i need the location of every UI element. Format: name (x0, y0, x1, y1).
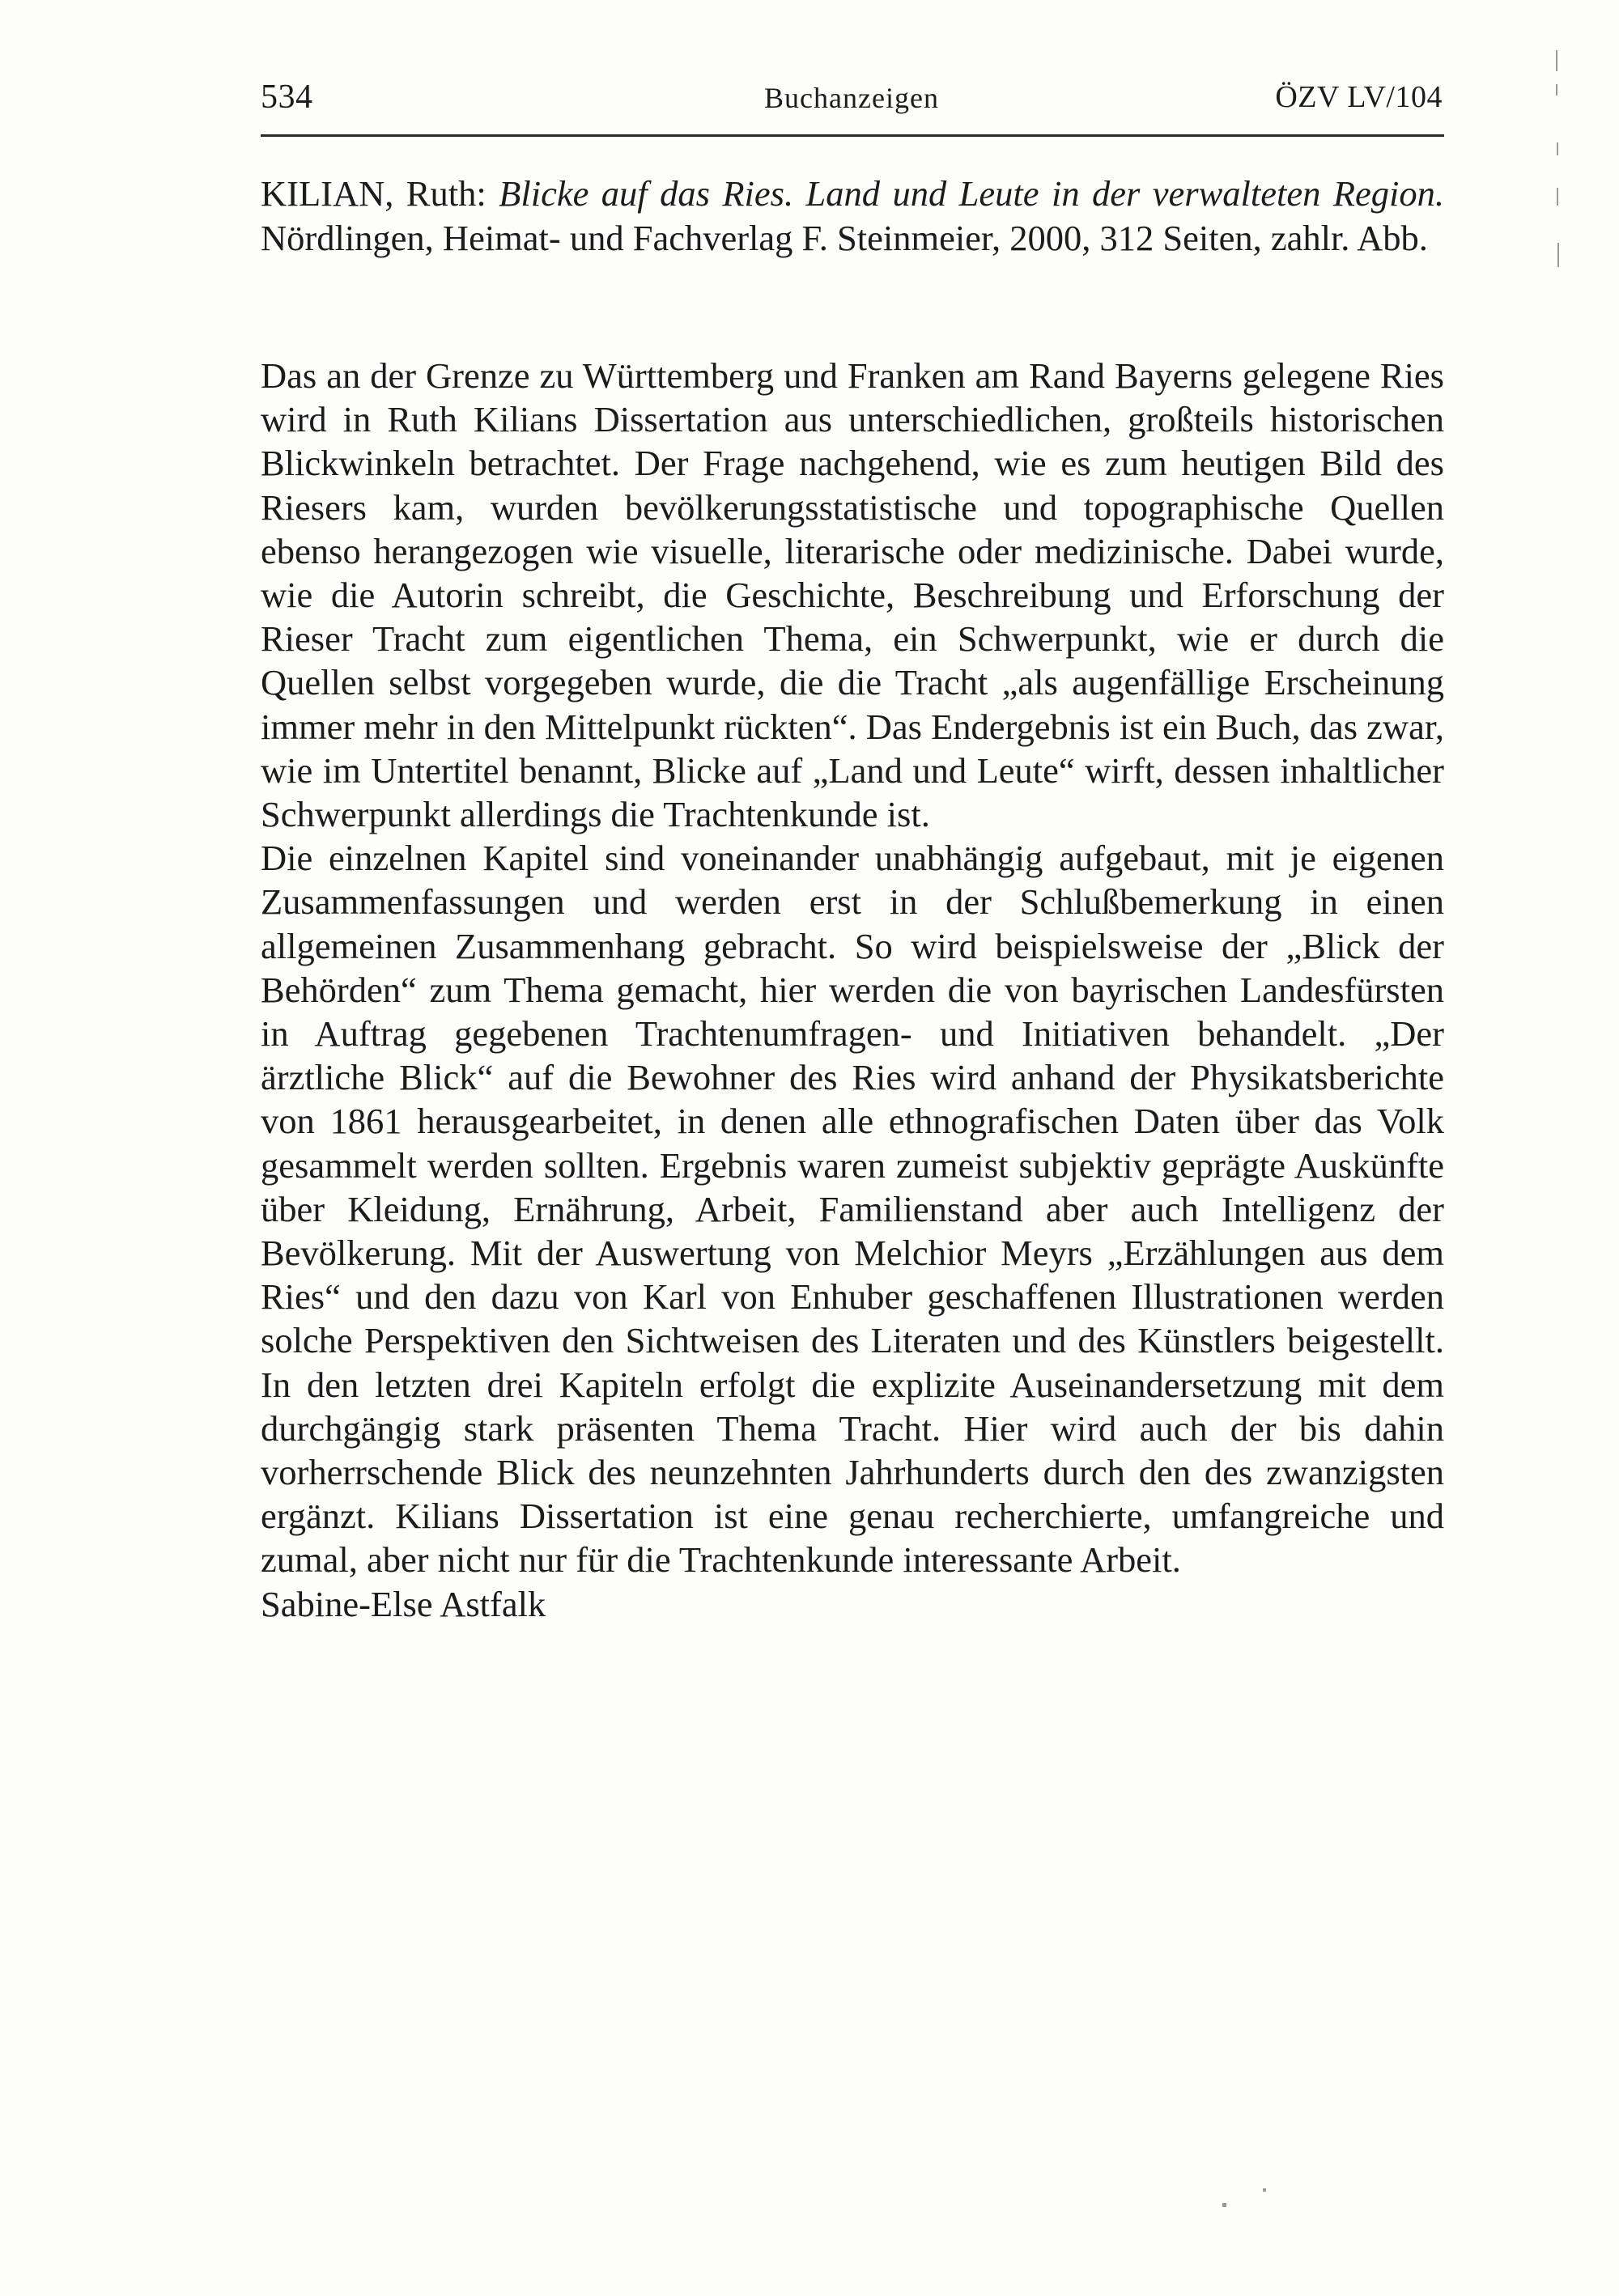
scan-mark (1222, 2203, 1226, 2207)
page-number: 534 (261, 79, 313, 116)
book-citation (261, 172, 1444, 261)
review-body (261, 354, 1444, 1626)
citation-author: KILIAN, Ruth: (261, 173, 499, 214)
running-head (261, 78, 1443, 126)
citation-publication: Nördlingen, Heimat- und Fachverlag F. Steinmeier, 2000, 312 Seiten, zahlr. Abb. (261, 218, 1428, 258)
scan-mark (1557, 243, 1559, 267)
section-title: Buchanzeigen (764, 82, 939, 114)
scan-mark (1263, 2188, 1266, 2192)
scan-mark (1556, 50, 1557, 71)
reviewer-signature: Sabine-Else Astfalk (261, 1583, 546, 1624)
review-paragraph: Die einzelnen Kapitel sind voneinander unabhängig aufgebaut, mit je eigenen Zusammenfassungen und werden erst in der Schlußbemerkung in einen allgemeinen Zusammenhang gebracht. So wird beispielsweise der „Blick der Behörden“ zum Thema gemacht, hier werden die von bayrischen Landesfürsten in Auftrag gegebenen Trachtenumfragen- und Initiativen behandelt. „Der ärztliche Blick“ auf die Bewohner des Ries wird anhand der Physikatsberichte von 1861 herausgearbeitet, in denen alle ethnografischen Daten über das Volk gesammelt werden sollten. Ergebnis waren zumeist subjektiv geprägte Auskünfte über Kleidung, Ernährung, Arbeit, Familienstand aber auch Intelligenz der Bevölkerung. Mit der Auswertung von Melchior Meyrs „Erzählungen aus dem Ries“ und den dazu von Karl von Enhuber geschaffenen Illustrationen werden solche Perspektiven den Sichtweisen des Literaten und des Künstlers beigestellt. In den letzten drei Kapiteln erfolgt die explizite Auseinandersetzung mit dem durchgängig stark präsenten Thema Tracht. Hier wird auch der bis dahin vorherrschende Blick des neunzehnten Jahrhunderts durch den des zwanzigsten ergänzt. Kilians Dissertation ist eine genau recherchierte, umfangreiche und zumal, aber nicht nur für die Trachtenkunde interessante Arbeit. (261, 838, 1444, 1581)
journal-reference: ÖZV LV/104 (1275, 80, 1443, 114)
scan-mark (1556, 84, 1557, 95)
citation-title: Blicke auf das Ries. Land und Leute in der verwalteten Region. (499, 173, 1444, 214)
scan-mark (1557, 142, 1558, 155)
scan-mark (1557, 188, 1558, 206)
review-paragraph: Das an der Grenze zu Württemberg und Franken am Rand Bayerns gelegene Ries wird in Ruth Kilians Dissertation aus unterschiedlichen, großteils historischen Blickwinkeln betrachtet. Der Frage nachgehend, wie es zum heutigen Bild des Riesers kam, wurden bevölkerungsstatistische und topographische Quellen ebenso herangezogen wie visuelle, literarische oder medizinische. Dabei wurde, wie die Autorin schreibt, die Geschichte, Beschreibung und Erforschung der Rieser Tracht zum eigentlichen Thema, ein Schwerpunkt, wie er durch die Quellen selbst vorgegeben wurde, die die Tracht „als augenfällige Erscheinung immer mehr in den Mittelpunkt rückten“. Das Endergebnis ist ein Buch, das zwar, wie im Untertitel benannt, Blicke auf „Land und Leute“ wirft, dessen inhaltlicher Schwerpunkt allerdings die Trachtenkunde ist. (261, 355, 1444, 835)
header-rule (261, 134, 1444, 137)
